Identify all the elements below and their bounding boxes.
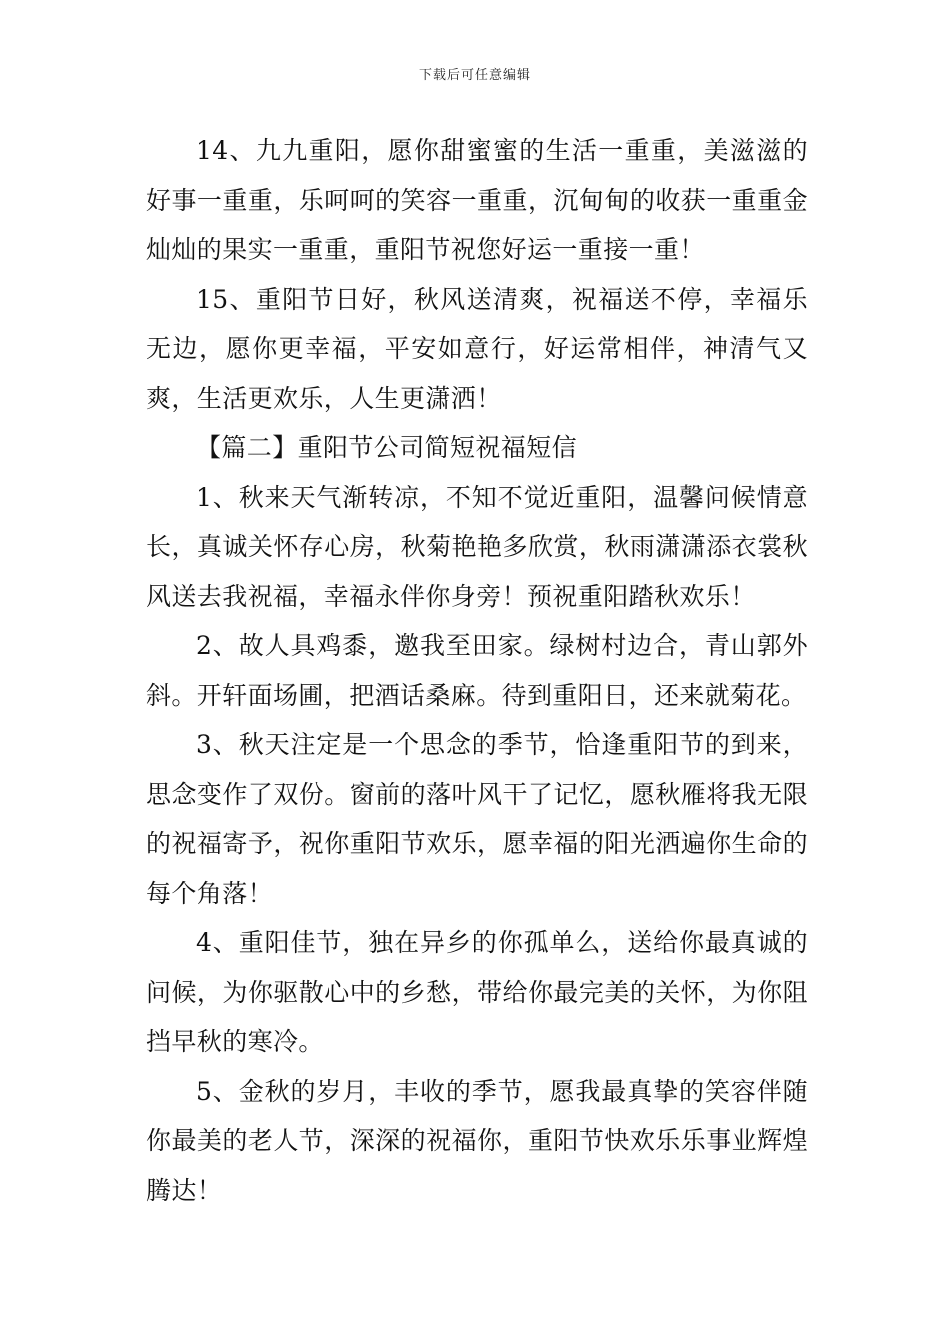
paragraph-15: 15、重阳节日好，秋风送清爽，祝福送不停，幸福乐无边，愿你更幸福，平安如意行，好运常相伴，神清气又爽，生活更欢乐，人生更潇洒！ [146,284,808,413]
paragraph-5: 5、金秋的岁月，丰收的季节，愿我最真挚的笑容伴随你最美的老人节，深深的祝福你，重阳节快欢乐乐事业辉煌腾达！ [146,1076,808,1205]
page-header: 下载后可任意编辑 [418,68,531,83]
paragraph-3: 3、秋天注定是一个思念的季节，恰逢重阳节的到来，思念变作了双份。窗前的落叶风干了记忆，愿秋雁将我无限的祝福寄予，祝你重阳节欢乐，愿幸福的阳光洒遍你生命的每个角落！ [146,730,808,908]
paragraph-4: 4、重阳佳节，独在异乡的你孤单么，送给你最真诚的问候，为你驱散心中的乡愁，带给你最完美的关怀，为你阻挡早秋的寒冷。 [146,928,808,1056]
section-heading: 【篇二】重阳节公司简短祝福短信 [196,433,578,462]
paragraph-2: 2、故人具鸡黍，邀我至田家。绿树村边合，青山郭外斜。开轩面场圃，把酒话桑麻。待到重阳日，还来就菊花。 [146,631,808,710]
paragraph-14: 14、九九重阳，愿你甜蜜蜜的生活一重重，美滋滋的好事一重重，乐呵呵的笑容一重重，沉甸甸的收获一重重金灿灿的果实一重重，重阳节祝您好运一重接一重！ [146,136,808,264]
paragraph-1: 1、秋来天气渐转凉，不知不觉近重阳，温馨问候情意长，真诚关怀存心房，秋菊艳艳多欣赏，秋雨潇潇添衣裳秋风送去我祝福，幸福永伴你身旁！预祝重阳踏秋欢乐！ [146,482,808,611]
document-body [146,126,808,1215]
